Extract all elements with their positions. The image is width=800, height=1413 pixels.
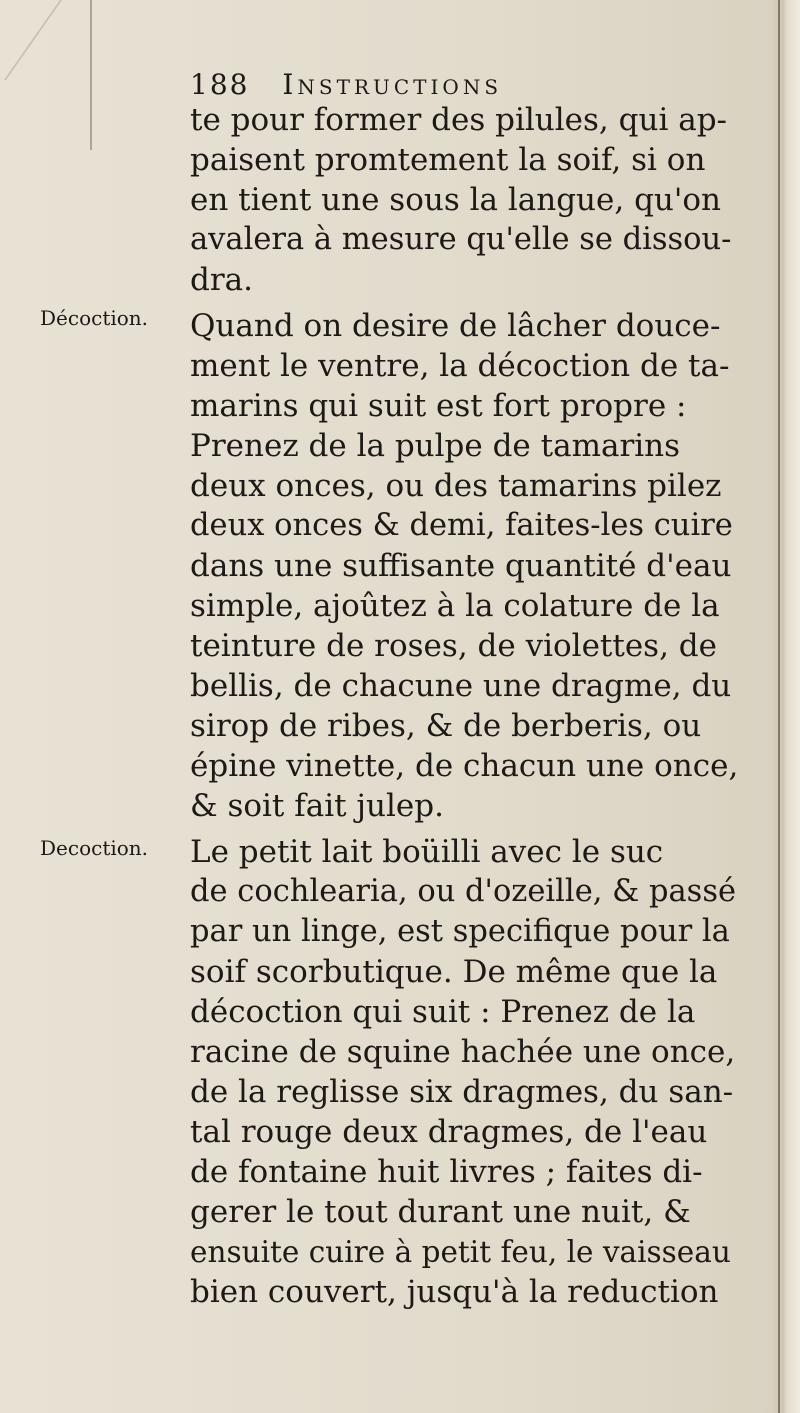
text-line: par un linge, est specifique pour la bbox=[190, 914, 730, 949]
text-line: bellis, de chacune une dragme, du bbox=[190, 668, 732, 704]
text-line: racine de squine hachée une once, bbox=[190, 1034, 736, 1070]
text-line: de fontaine huit livres ; faites di- bbox=[190, 1154, 703, 1190]
text-line: te pour former des pilules, qui ap- bbox=[190, 102, 728, 138]
text-line: dra. bbox=[190, 262, 253, 298]
text-line: sirop de ribes, & de berberis, ou bbox=[190, 708, 702, 744]
text-line: tal rouge deux dragmes, de l'eau bbox=[190, 1114, 708, 1150]
page-edge-shading bbox=[772, 0, 800, 1413]
page-corner-mark bbox=[0, 0, 62, 80]
text-line: teinture de roses, de violettes, de bbox=[190, 628, 717, 664]
text-line: marins qui suit est fort propre : bbox=[190, 388, 687, 424]
margin-note-decoction-2: Decoction. bbox=[40, 836, 149, 860]
running-head bbox=[190, 68, 710, 101]
text-body bbox=[190, 100, 738, 1312]
text-line: Quand on desire de lâcher douce- bbox=[190, 308, 721, 344]
text-line: simple, ajoûtez à la colature de la bbox=[190, 588, 720, 624]
page-number: 188 bbox=[190, 68, 250, 101]
text-line: ment le ventre, la décoction de ta- bbox=[190, 348, 730, 384]
text-line: bien couvert, jusqu'à la reduction bbox=[190, 1274, 719, 1310]
text-line: de cochlearia, ou d'ozeille, & passé bbox=[190, 874, 737, 909]
text-line: avalera à mesure qu'elle se dissou- bbox=[190, 222, 732, 257]
text-line: Le petit lait boüilli avec le suc bbox=[190, 834, 664, 870]
text-line: épine vinette, de chacun une once, bbox=[190, 748, 739, 784]
text-line: deux onces & demi, faites-les cuire bbox=[190, 508, 733, 543]
margin-note-decoction-1: Décoction. bbox=[40, 306, 149, 330]
text-line: soif scorbutique. De même que la bbox=[190, 954, 718, 990]
page-binding-line bbox=[778, 0, 780, 1413]
text-line: paisent promtement la soif, si on bbox=[190, 142, 706, 178]
running-title: Instructions bbox=[282, 68, 503, 101]
text-line: dans une suffisante quantité d'eau bbox=[190, 548, 732, 584]
text-line: gerer le tout durant une nuit, & bbox=[190, 1194, 691, 1230]
text-line: deux onces, ou des tamarins pilez bbox=[190, 468, 722, 504]
text-line: en tient une sous la langue, qu'on bbox=[190, 182, 722, 218]
text-line: décoction qui suit : Prenez de la bbox=[190, 994, 696, 1030]
page-corner-rule bbox=[90, 0, 92, 150]
text-line: & soit fait julep. bbox=[190, 788, 444, 824]
text-line: Prenez de la pulpe de tamarins bbox=[190, 428, 681, 464]
text-line: de la reglisse six dragmes, du san- bbox=[190, 1074, 734, 1110]
text-line: ensuite cuire à petit feu, le vaisseau bbox=[190, 1235, 731, 1269]
